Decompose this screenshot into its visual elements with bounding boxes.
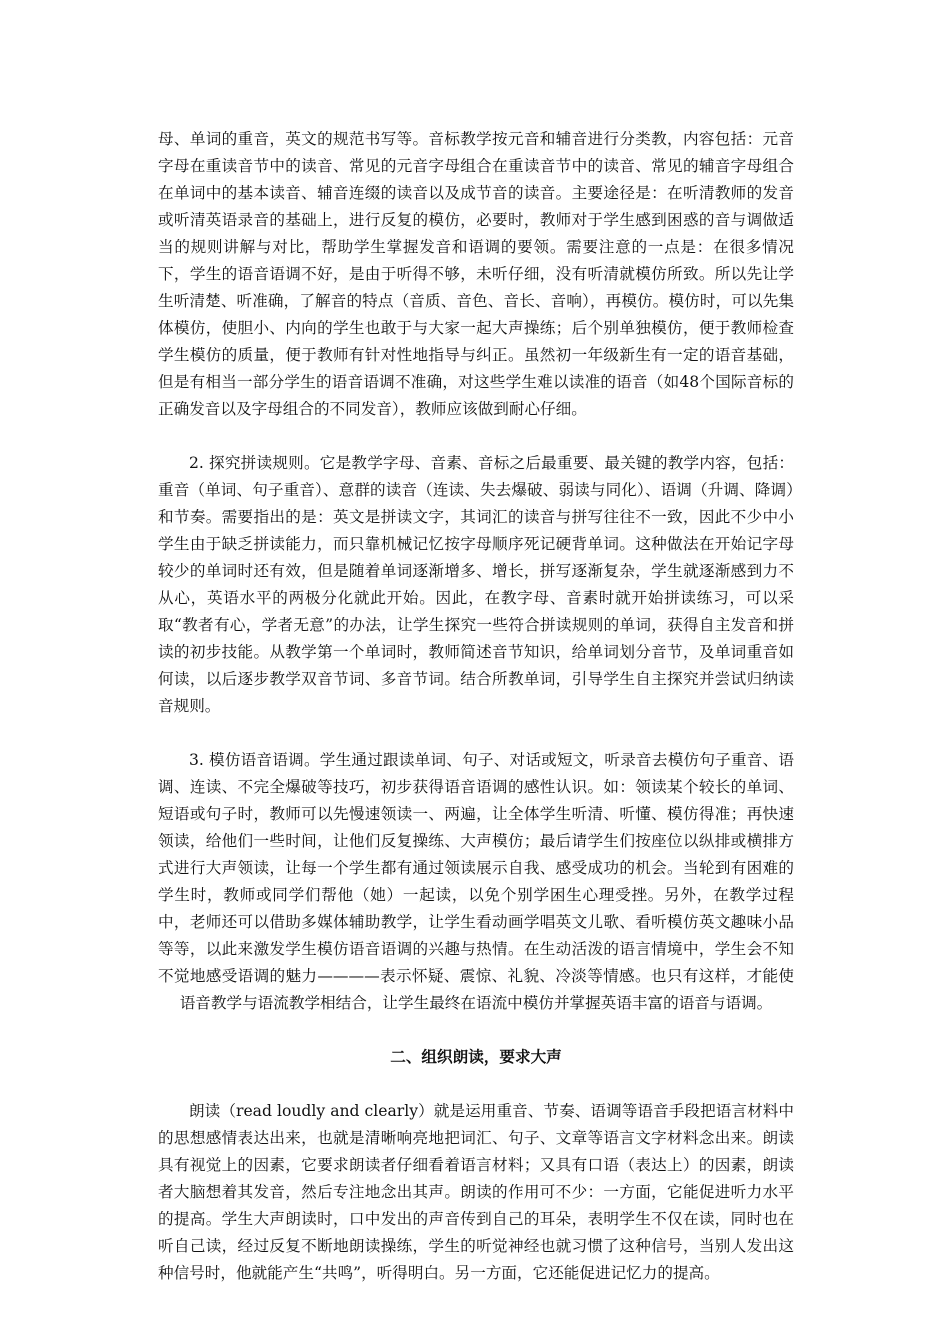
paragraph-spelling-rules: 2. 探究拼读规则。它是教学字母、音素、音标之后最重要、最关键的教学内容，包括：重音（单词、句子重音）、意群的读音（连读、失去爆破、弱读与同化）、语调（升调、降调）和节奏。需要指出的是：英文是拼读文字，其词汇的读音与拼写往往不一致，因此不少中小学生由于缺乏拼读能力，而只靠机械记忆按字母顺序死记硬背单词。这种做法在开始记字母较少的单词时还有效，但是随着单词逐渐增多、增长，拼写逐渐复杂，学生就逐渐感到力不从心，英语水平的两极分化就此开始。因此，在教字母、音素时就开始拼读练习，可以采取“教者有心，学者无意”的办法，让学生探究一些符合拼读规则的单词，获得自主发音和拼读的初步技能。从教学第一个单词时，教师简述音节知识，给单词划分音节，及单词重音如何读，以后逐步教学双音节词、多音节词。结合所教单词，引导学生自主探究并尝试归纳读音规则。 [158, 454, 794, 715]
paragraph-phonetics-continued: 母、单词的重音，英文的规范书写等。音标教学按元音和辅音进行分类教，内容包括：元音字母在重读音节中的读音、常见的元音字母组合在重读音节中的读音、常见的辅音字母组合在单词中的基本读音、辅音连缀的读音以及成节音的读音。主要途径是：在听清教师的发音或听清英语录音的基础上，进行反复的模仿，必要时，教师对于学生感到困惑的音与调做适当的规则讲解与对比，帮助学生掌握发音和语调的要领。需要注意的一点是：在很多情况下，学生的语音语调不好，是由于听得不够，未听仔细，没有听清就模仿所致。所以先让学生听清楚、听准确，了解音的特点（音质、音色、音长、音响），再模仿。模仿时，可以先集体模仿，使胆小、内向的学生也敢于与大家一起大声操练；后个别单独模仿，便于教师检查学生模仿的质量，便于教师有针对性地指导与纠正。虽然初一年级新生有一定的语音基础，但是有相当一部分学生的语音语调不准确，对这些学生难以读准的语音（如48个国际音标的正确发音以及字母组合的不同发音），教师应该做到耐心仔细。 [158, 130, 794, 418]
section-heading: 二、组织朗读，要求大声 [390, 1048, 562, 1066]
document-body [158, 126, 794, 1287]
paragraph-reading-aloud: 朗读（read loudly and clearly）就是运用重音、节奏、语调等语音手段把语言材料中的思想感情表达出来，也就是清晰响亮地把词汇、句子、文章等语言文字材料念出来。朗读具有视觉上的因素，它要求朗读者仔细看着语言材料；又具有口语（表达上）的因素，朗读者大脑想着其发音，然后专注地念出其声。朗读的作用可不少：一方面，它能促进听力水平的提高。学生大声朗读时，口中发出的声音传到自己的耳朵，表明学生不仅在读，同时也在听自己读，经过反复不断地朗读操练，学生的听觉神经也就习惯了这种信号，当别人发出这种信号时，他就能产生“共鸣”，听得明白。另一方面，它还能促进记忆力的提高。 [158, 1102, 794, 1282]
paragraph-intonation-imitation: 3. 模仿语音语调。学生通过跟读单词、句子、对话或短文，听录音去模仿句子重音、语调、连读、不完全爆破等技巧，初步获得语音语调的感性认识。如：领读某个较长的单词、短语或句子时，教师可以先慢速领读一、两遍，让全体学生听清、听懂、模仿得准；再快速领读，给他们一些时间，让他们反复操练、大声模仿；最后请学生们按座位以纵排或横排方式进行大声领读，让每一个学生都有通过领读展示自我、感受成功的机会。当轮到有困难的学生时，教师或同学们帮他（她）一起读，以免个别学困生心理受挫。另外，在教学过程中，老师还可以借助多媒体辅助教学，让学生看动画学唱英文儿歌、看听模仿英文趣味小品等等，以此来激发学生模仿语音语调的兴趣与热情。在生动活泼的语言情境中，学生会不知不觉地感受语调的魅力————表示怀疑、震惊、礼貌、冷淡等情感。也只有这样，才能使语音教学与语流教学相结合，让学生最终在语流中模仿并掌握英语丰富的语音与语调。 [158, 751, 794, 1012]
